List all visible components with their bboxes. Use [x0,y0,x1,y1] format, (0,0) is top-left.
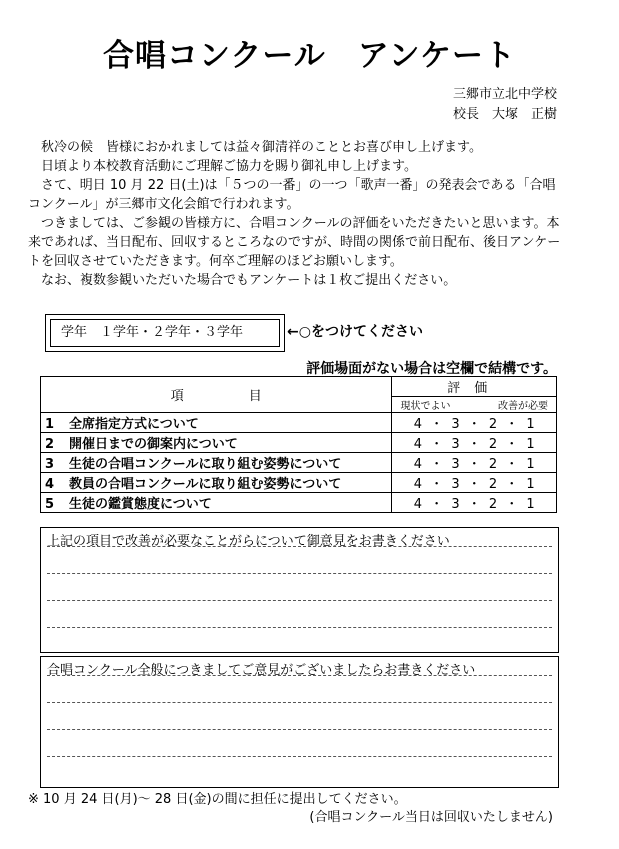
table-row [41,473,557,493]
row-number: 4 [45,477,55,492]
row-label: 全席指定方式について [69,417,199,432]
table-row [41,413,557,433]
principal-name: 校長 大塚 正樹 [452,107,557,122]
table-header-row [41,377,557,397]
paragraph-3: さて、明日 10 月 22 日(土)は「５つの一番」の一つ「歌声一番」の発表会である「合唱コンクール」が三郷市文化会館で行われます。 [28,178,556,212]
paragraph-1: 秋冷の候 皆様におかれましては益々御清祥のこととお喜び申し上げます。 [41,140,482,155]
header-scale [392,397,557,413]
paragraph-4: つきましては、ご参観の皆様方に、合唱コンクールの評価をいただきたいと思います。本来であれば、当日配布、回収するところなのですが、時間の関係で前日配布、後日アンケートを回収させていただきます。何卒ご理解のほどお願いします。 [28,216,561,269]
row-number: 5 [45,497,55,512]
row-label: 生徒の鑑賞態度について [69,497,212,512]
comment-box-general[interactable] [40,656,559,788]
row-scores[interactable]: 4 ・ 3 ・ 2 ・ 1 [392,473,557,493]
dashed-line [47,600,552,601]
row-scores[interactable]: 4 ・ 3 ・ 2 ・ 1 [392,433,557,453]
row-label: 教員の合唱コンクールに取り組む姿勢について [69,477,342,492]
paragraph-5: なお、複数参観いただいた場合でもアンケートは１枚ご提出ください。 [41,273,457,288]
dashed-line [47,546,552,547]
header-eval: 評価 [392,377,557,397]
comment-box-improvement[interactable] [40,527,559,653]
scale-left-label: 現状でよい [400,401,451,412]
dashed-line [47,573,552,574]
grade-selection-box[interactable] [45,314,285,352]
table-row [41,433,557,453]
author-block [453,85,557,125]
school-name: 三郷市立北中学校 [452,87,557,102]
row-scores[interactable]: 4 ・ 3 ・ 2 ・ 1 [392,413,557,433]
page-title: 合唱コンクール アンケート [103,38,516,74]
header-item: 項 目 [41,377,392,413]
scale-right-label: 改善が必要 [498,401,548,412]
paragraph-2: 日頃より本校教育活動にご理解ご協力を賜り御礼申し上げます。 [41,159,417,174]
submission-period: ※ 10 月 24 日(月)～ 28 日(金)の間に担任に提出してください。 [28,792,407,807]
row-label: 開催日までの御案内について [69,437,238,452]
table-row [41,493,557,513]
row-number: 1 [45,417,55,432]
row-label: 生徒の合唱コンクールに取り組む姿勢について [69,457,342,472]
table-note: 評価場面がない場合は空欄で結構です。 [306,361,557,377]
dashed-line [47,627,552,628]
collection-note: (合唱コンクール当日は回収いたしません) [309,810,553,825]
row-scores[interactable]: 4 ・ 3 ・ 2 ・ 1 [392,493,557,513]
table-row [41,453,557,473]
grade-label: 学年 １学年・２学年・３学年 [50,319,280,347]
dashed-line [47,729,552,730]
grade-instruction: ←○をつけてください [287,324,423,340]
row-number: 2 [45,437,55,452]
row-scores[interactable]: 4 ・ 3 ・ 2 ・ 1 [392,453,557,473]
dashed-line [47,675,552,676]
evaluation-table [40,376,557,513]
comment-label-general: 合唱コンクール全般につきましてご意見がございましたらお書きください [47,663,476,678]
row-number: 3 [45,457,55,472]
comment-label-improvement: 上記の項目で改善が必要なことがらについて御意見をお書きください [47,534,450,549]
dashed-line [47,702,552,703]
letter-body [28,138,568,290]
dashed-line [47,756,552,757]
